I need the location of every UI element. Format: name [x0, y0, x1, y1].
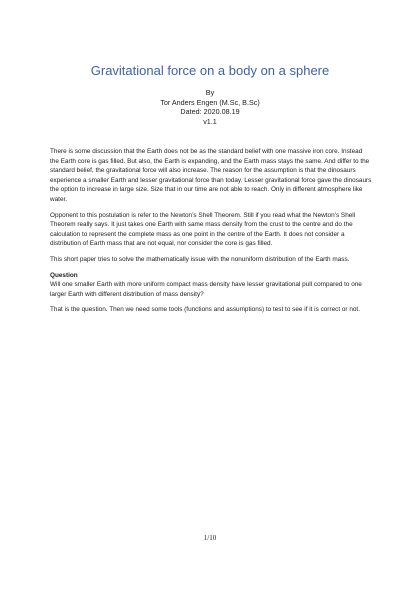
paragraph-purpose: This short paper tries to solve the mathematically issue with the nonuniform distribution of the Earth mass.: [50, 255, 350, 263]
paragraph-opponent: Opponent to this postulation is refer to the Newton’s Shell Theorem. Still if you read what the Newton’s Shell Theorem really says. It just takes one Earth with same mass density from the crust to the centre and do the calculation to represent the complete mass as one point in the centre of the Earth. It does not consider a distribution of Earth mass that are not equal, nor consider the core is gas filled.: [50, 211, 356, 248]
question-text: Will one smaller Earth with more uniform compact mass density have lesser gravitational pull compared to one larger Earth with different distribution of mass density?: [50, 281, 362, 298]
question-heading: Question: [50, 271, 78, 279]
byline: [0, 88, 420, 126]
page-number: 1/10: [203, 534, 217, 542]
byline-author: Tor Anders Engen (M.Sc, B.Sc): [160, 97, 260, 107]
paper-body: [50, 147, 372, 321]
byline-version: v1.1: [203, 116, 217, 126]
paragraph-intro: There is some discussion that the Earth does not be as the standard belief with one massive iron core. Instead the Earth core is gas filled. But also, the Earth is expanding, and the Earth mass stays the same. And differ to the standard belief, the gravitational force will also increase. The reason for the assumption is that the dinosaurs experience a smaller Earth and lesser gravitational force than today. Lesser gravitational force gave the dinosaurs the option to increase in large size. Size that in our time are not able to reach. Only in different atmosphere like water.: [50, 148, 372, 203]
byline-date: Dated: 2020.08.19: [180, 107, 240, 117]
paragraph-closing: That is the question. Then we need some tools (functions and assumptions) to test to see if it is correct or not.: [50, 306, 360, 314]
paper-title: Gravitational force on a body on a sphere: [90, 63, 330, 78]
byline-by: By: [205, 88, 215, 97]
